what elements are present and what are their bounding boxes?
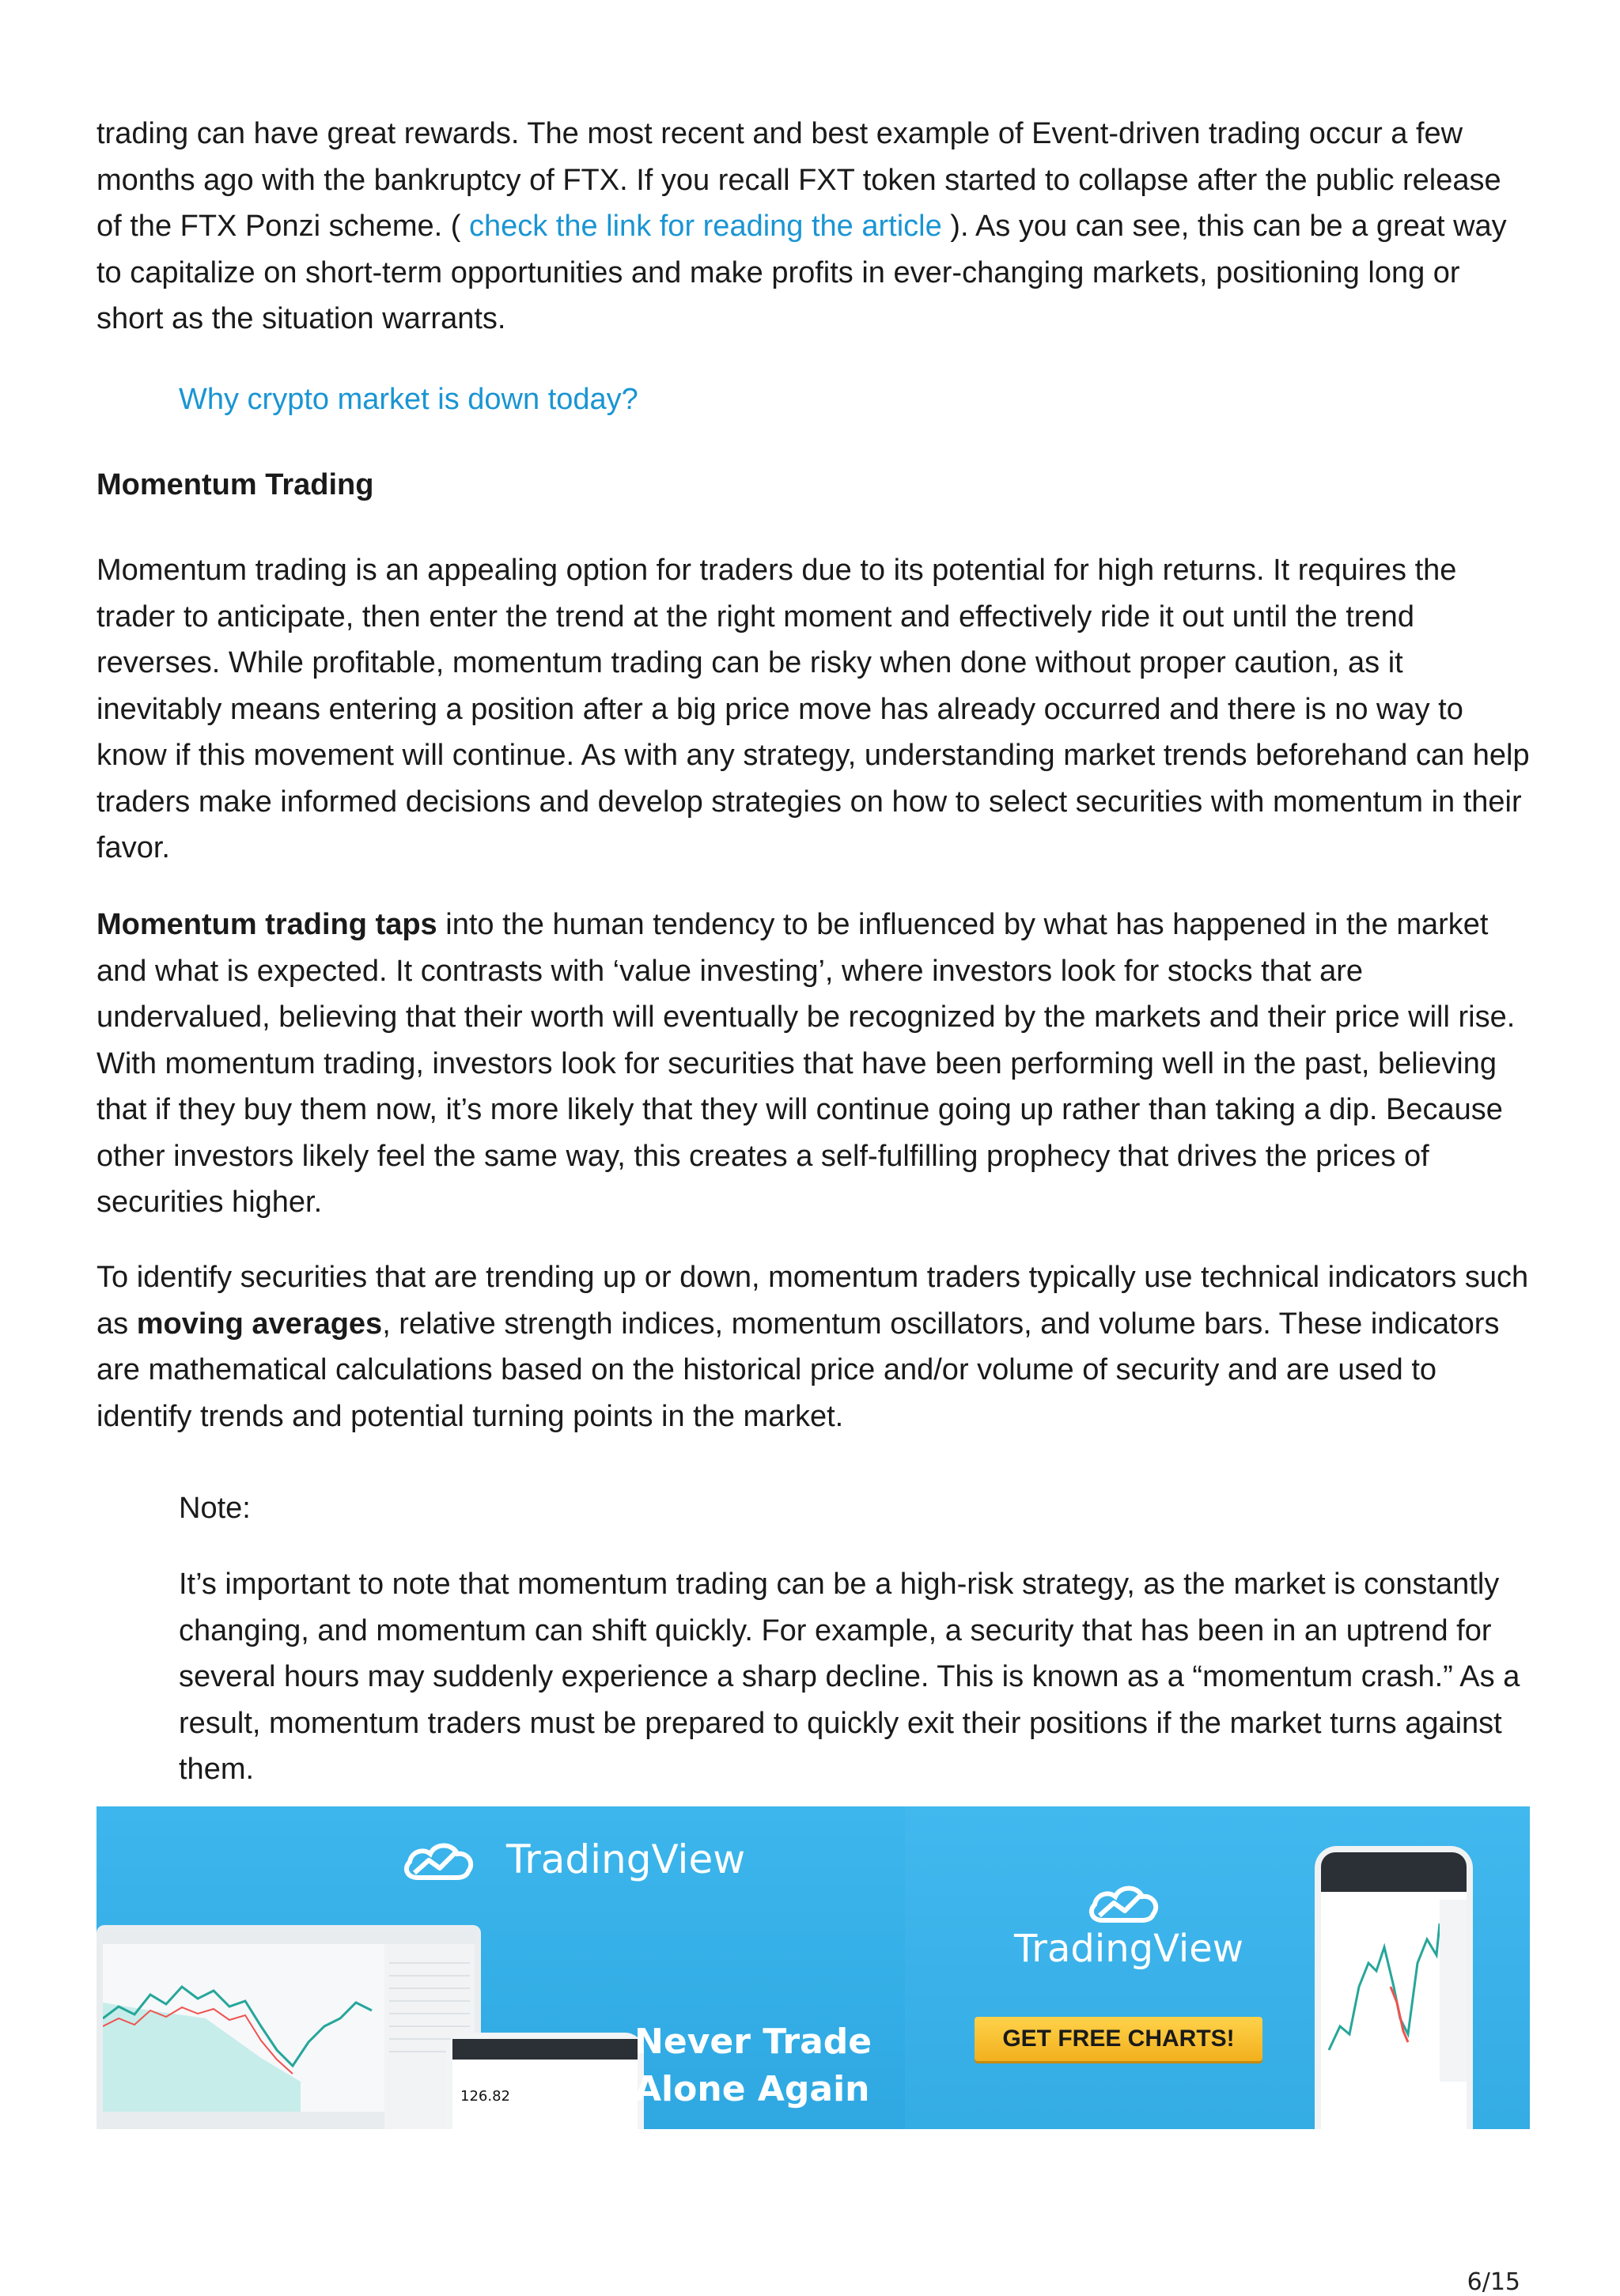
- note-label: Note:: [179, 1492, 251, 1525]
- note-text: It’s important to note that momentum trading can be a high-risk strategy, as the market is constantly changing, and momentum can shift quickly. For example, a security that has been in an uptrend for several hours may suddenly experience a sharp decline. This is known as a “momentum crash.” As a result, momentum traders must be prepared to quickly exit their positions if the market turns against them.: [179, 1568, 1520, 1786]
- phone-mockup-large: [1315, 1846, 1473, 2129]
- tradingview-banner-ad[interactable]: [97, 1806, 1530, 2129]
- tradingview-cloud-icon-right: [1085, 1878, 1161, 1925]
- tradingview-cloud-icon: [400, 1835, 476, 1882]
- related-post: [179, 376, 1530, 423]
- para4-text-a: To identify securities that are trending up or down, momentum traders typically use technical indicators such as: [97, 1261, 1529, 1341]
- paragraph-momentum-intro: Momentum trading is an appealing option for traders due to its potential for high returns. It requires the trader to anticipate, then enter the trend at the right moment and effectively ride it out until the trend reverses. While profitable, momentum trading can be risky when done without proper caution, as it inevitably means entering a position after a big price move has already occurred and there is no way to know if this movement will continue. As with any strategy, understanding market trends beforehand can help traders make informed decisions and develop strategies on how to select securities with momentum in their favor.: [97, 554, 1530, 864]
- phone-chart-icon: [1321, 1892, 1467, 2121]
- tagline-line-1: Never Trade: [634, 2022, 872, 2062]
- bold-momentum-trading-taps: Momentum trading taps: [97, 908, 437, 941]
- para4-text-b: , relative strength indices, momentum oscillators, and volume bars. These indicators are mathematical calculations based on the historical price and/or volume of security and are used to identify trends and potential turning points in the market.: [97, 1307, 1500, 1433]
- brand-name-right: TradingView: [1014, 1927, 1244, 1971]
- para1-text-a: trading can have great rewards. The most recent and best example of Event-driven trading occur a few months ago with the bankruptcy of FTX. If you recall FXT token started to collapse after the public release of the FTX Ponzi scheme. (: [97, 117, 1501, 243]
- para1-text-b: ). As you can see, this can be a great way to capitalize on short-term opportunities and make profits in ever-changing markets, positioning long or short as the situation warrants.: [97, 210, 1507, 335]
- article-link[interactable]: check the link for reading the article: [468, 210, 942, 243]
- banner-tagline: [634, 2018, 872, 2113]
- laptop-chart-mockup: [97, 1925, 481, 2129]
- price-readout: 126.82: [460, 2088, 510, 2105]
- paragraph-momentum-taps: [97, 902, 1530, 1226]
- paragraph-indicators: [97, 1254, 1530, 1439]
- para3-text: into the human tendency to be influenced by what has happened in the market and what is expected. It contrasts with ‘value investing’, where investors look for stocks that are undervalued, believing that their worth will eventually be recognized by the markets and their price will rise. With momentum trading, investors look for securities that have been performing well in the past, believing that if they buy them now, it’s more likely that they will continue going up rather than taking a dip. Because other investors likely feel the same way, this creates a self-fulfilling prophecy that drives the prices of securities higher.: [97, 908, 1516, 1219]
- get-free-charts-button[interactable]: GET FREE CHARTS!: [975, 2017, 1262, 2061]
- related-link-crypto-market[interactable]: Why crypto market is down today?: [179, 383, 638, 416]
- bold-moving-averages: moving averages: [136, 1307, 383, 1341]
- heading-momentum-trading: Momentum Trading: [97, 468, 374, 501]
- tagline-line-2: Alone Again: [634, 2069, 870, 2109]
- laptop-chart-icon: [103, 1931, 475, 2129]
- page-number: 6/15: [1467, 2268, 1520, 2296]
- phone-mockup-small: [446, 2033, 644, 2129]
- brand-name-left: TradingView: [506, 1836, 746, 1882]
- paragraph-event-driven: [97, 111, 1530, 342]
